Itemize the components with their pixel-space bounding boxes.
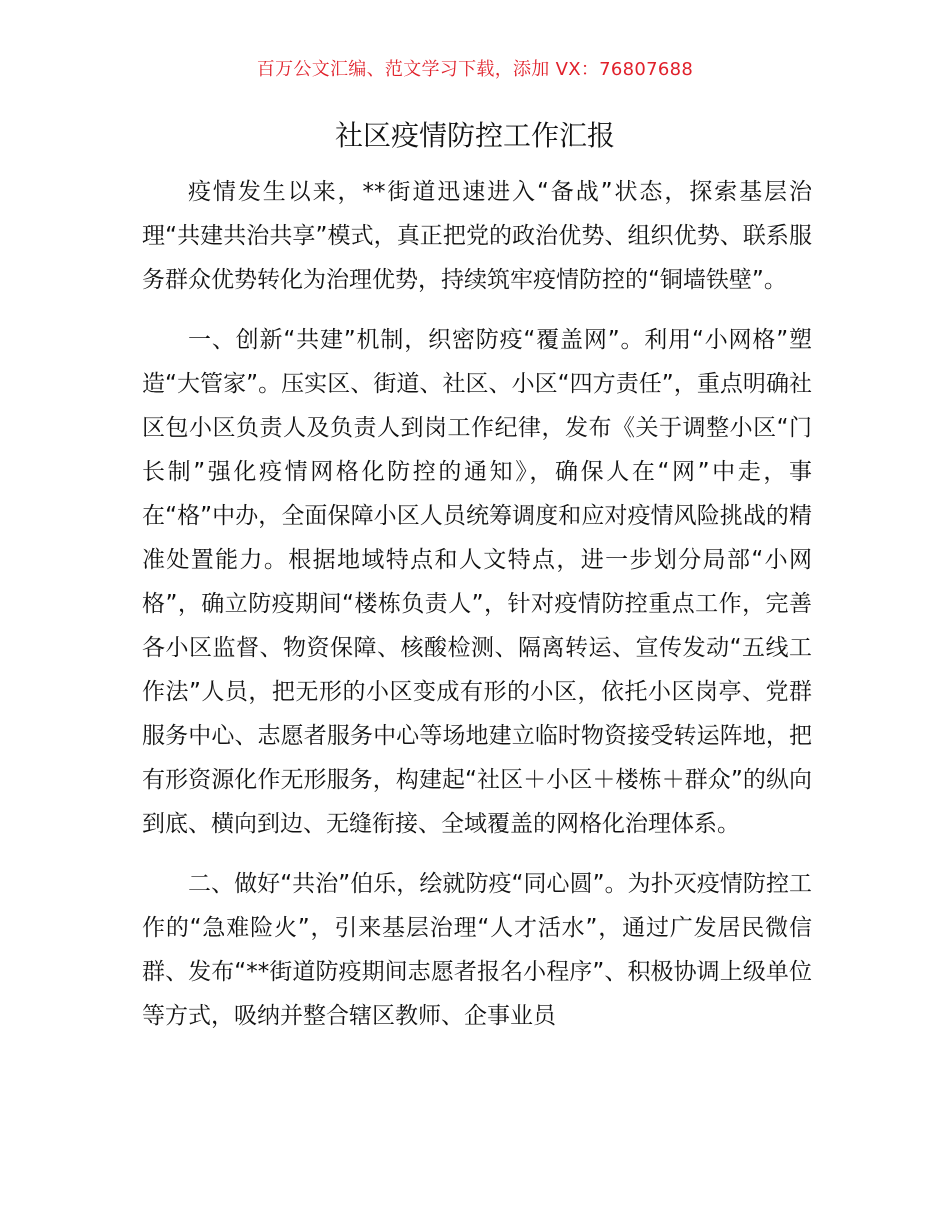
paragraph-section-two: 二、做好“共治”伯乐，绘就防疫“同心圆”。为扑灭疫情防控工作的“急难险火”，引来基层治理“人才活水”，通过广发居民微信群、发布“**街道防疫期间志愿者报名小程序”、积极协调上级单位等方式，吸纳并整合辖区教师、企事业员 bbox=[142, 871, 812, 1029]
document-title: 社区疫情防控工作汇报 bbox=[334, 119, 615, 152]
promo-header-text: 百万公文汇编、范文学习下载，添加 VX：76807688 bbox=[256, 59, 694, 80]
paragraph-intro: 疫情发生以来，**街道迅速进入“备战”状态，探索基层治理“共建共治共享”模式，真正把党的政治优势、组织优势、联系服务群众优势转化为治理优势，持续筑牢疫情防控的“铜墙铁壁”。 bbox=[142, 179, 812, 293]
document-body bbox=[142, 170, 812, 1038]
paragraph-section-one: 一、创新“共建”机制，织密防疫“覆盖网”。利用“小网格”塑造“大管家”。压实区、街道、社区、小区“四方责任”，重点明确社区包小区负责人及负责人到岗工作纪律，发布《关于调整小区“门长制”强化疫情网格化防控的通知》，确保人在“网”中走，事在“格”中办，全面保障小区人员统筹调度和应对疫情风险挑战的精准处置能力。根据地域特点和人文特点，进一步划分局部“小网格”，确立防疫期间“楼栋负责人”，针对疫情防控重点工作，完善各小区监督、物资保障、核酸检测、隔离转运、宣传发动“五线工作法”人员，把无形的小区变成有形的小区，依托小区岗亭、党群服务中心、志愿者服务中心等场地建立临时物资接受转运阵地，把有形资源化作无形服务，构建起“社区＋小区＋楼栋＋群众”的纵向到底、横向到边、无缝衔接、全域覆盖的网格化治理体系。 bbox=[142, 327, 812, 837]
